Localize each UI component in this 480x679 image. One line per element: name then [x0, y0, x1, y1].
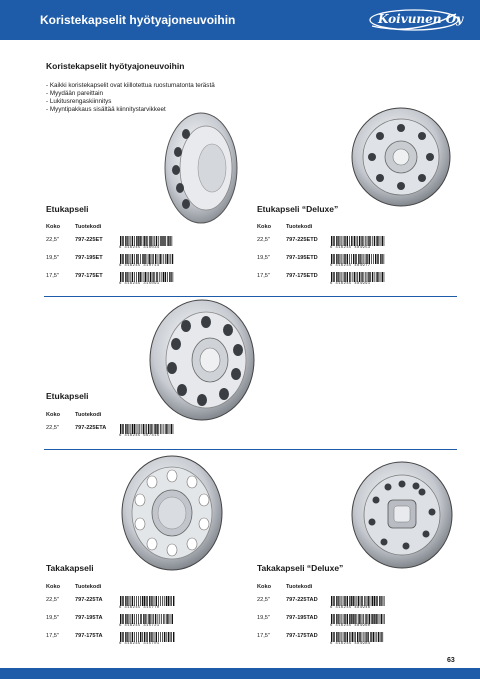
code-column-header: Tuotekodi: [286, 584, 313, 590]
size-cell: 19,5": [46, 255, 59, 261]
code-cell: 797-175TA: [75, 633, 103, 639]
size-column-header: Koko: [46, 224, 60, 230]
ean-number: 6 416245 484960: [330, 624, 371, 628]
table-row: [46, 254, 246, 272]
ean-number: 6 416245 310714: [119, 264, 160, 268]
feature-item: - Myydään pareittain: [46, 90, 215, 98]
barcode: [119, 614, 175, 629]
barcode: [330, 596, 386, 611]
table-row: [46, 424, 246, 442]
table-row: [257, 272, 457, 290]
table-row: [46, 614, 246, 632]
size-cell: 17,5": [257, 273, 270, 279]
rear-hubcap-image: [120, 454, 224, 577]
ean-number: 6 416245 315091: [119, 282, 160, 286]
code-cell: 797-195TAD: [286, 615, 318, 621]
code-cell: 797-175ET: [75, 273, 103, 279]
size-cell: 17,5": [46, 633, 59, 639]
code-cell: 797-225ETD: [286, 237, 318, 243]
barcode: [330, 614, 386, 629]
code-column-header: Tuotekodi: [75, 224, 102, 230]
table-row: [257, 632, 457, 650]
code-cell: 797-195TA: [75, 615, 103, 621]
section-title-etukapseli-a: Etukapseli: [46, 391, 89, 401]
table-row: [46, 236, 246, 254]
barcode: [330, 254, 386, 269]
size-cell: 19,5": [46, 615, 59, 621]
rear-deluxe-hubcap-image: [350, 460, 454, 575]
section-title-etukapseli: Etukapseli: [46, 204, 89, 214]
company-logo: [368, 6, 464, 34]
table-row: [257, 254, 457, 272]
ean-number: 6 416245 484991: [330, 282, 371, 286]
ean-number: 6 416245 310034: [119, 246, 160, 250]
feature-item: - Kaikki koristekapselit ovat kiillotettua ruostumatonta terästä: [46, 82, 215, 90]
code-cell: 797-225TAD: [286, 597, 318, 603]
intro-title: Koristekapselit hyötyajoneuvoihin: [46, 61, 185, 71]
size-column-header: Koko: [46, 412, 60, 418]
barcode: [119, 596, 175, 611]
code-cell: 797-195ETD: [286, 255, 318, 261]
section-title-etukapseli-deluxe: Etukapseli “Deluxe”: [257, 204, 339, 214]
product-table-etukapseli-deluxe: [257, 224, 457, 290]
code-cell: 797-195ET: [75, 255, 103, 261]
front-a-hubcap-image: [148, 298, 256, 427]
barcode: [119, 236, 175, 251]
product-table-etukapseli: [46, 224, 246, 290]
size-column-header: Koko: [257, 584, 271, 590]
ean-number: 6 416245 484953: [330, 246, 371, 250]
feature-item: - Lukitusrengaskiinnitys: [46, 98, 215, 106]
front-deluxe-hubcap-image: [350, 106, 452, 213]
barcode: [119, 254, 175, 269]
barcode: [119, 424, 175, 439]
ean-number: 6 416245 484977: [330, 264, 371, 268]
size-cell: 22,5": [46, 425, 59, 431]
table-row: [46, 632, 246, 650]
size-cell: 19,5": [257, 255, 270, 261]
section-divider: [44, 449, 457, 450]
code-column-header: Tuotekodi: [286, 224, 313, 230]
size-cell: 17,5": [257, 633, 270, 639]
code-cell: 797-225ETA: [75, 425, 107, 431]
product-table-takakapseli-deluxe: [257, 584, 457, 650]
ean-number: 6 416245 315701: [119, 642, 160, 646]
table-row: [257, 236, 457, 254]
logo-text: Koivunen Oy: [378, 12, 464, 26]
section-divider: [44, 296, 457, 297]
page-header: [0, 0, 480, 40]
barcode: [330, 632, 386, 647]
code-column-header: Tuotekodi: [75, 412, 102, 418]
table-row: [257, 614, 457, 632]
ean-number: 6 416245 667415: [119, 434, 160, 438]
product-table-takakapseli: [46, 584, 246, 650]
size-cell: 22,5": [46, 597, 59, 603]
size-cell: 22,5": [257, 237, 270, 243]
code-cell: 797-225TA: [75, 597, 103, 603]
size-column-header: Koko: [257, 224, 271, 230]
size-cell: 17,5": [46, 273, 59, 279]
barcode: [330, 236, 386, 251]
barcode: [119, 272, 175, 287]
size-cell: 22,5": [46, 237, 59, 243]
ean-number: 6 416245 484984: [330, 642, 371, 646]
table-row: [46, 596, 246, 614]
header-title: Koristekapselit hyötyajoneuvoihin: [40, 13, 236, 27]
section-title-takakapseli-deluxe: Takakapseli “Deluxe”: [257, 563, 344, 573]
table-row: [46, 272, 246, 290]
ean-number: 6 416245 315721: [119, 624, 160, 628]
table-row: [257, 596, 457, 614]
front-hubcap-image: [156, 110, 240, 231]
product-table-etukapseli-a: [46, 412, 246, 442]
table-header: [46, 412, 246, 424]
feature-item: - Myyntipakkaus sisältää kiinnitystarvikkeet: [46, 106, 215, 114]
page-number: 63: [447, 657, 455, 664]
size-column-header: Koko: [46, 584, 60, 590]
code-cell: 797-175ETD: [286, 273, 318, 279]
ean-number: 6 416245 484946: [330, 606, 371, 610]
table-header: [46, 584, 246, 596]
code-cell: 797-175TAD: [286, 633, 318, 639]
page-footer: [0, 668, 480, 679]
barcode: [119, 632, 175, 647]
size-cell: 19,5": [257, 615, 270, 621]
table-header: [257, 584, 457, 596]
ean-number: 6 416245 315770: [119, 606, 160, 610]
section-title-takakapseli: Takakapseli: [46, 563, 94, 573]
table-header: [46, 224, 246, 236]
size-cell: 22,5": [257, 597, 270, 603]
code-column-header: Tuotekodi: [75, 584, 102, 590]
barcode: [330, 272, 386, 287]
table-header: [257, 224, 457, 236]
code-cell: 797-225ET: [75, 237, 103, 243]
